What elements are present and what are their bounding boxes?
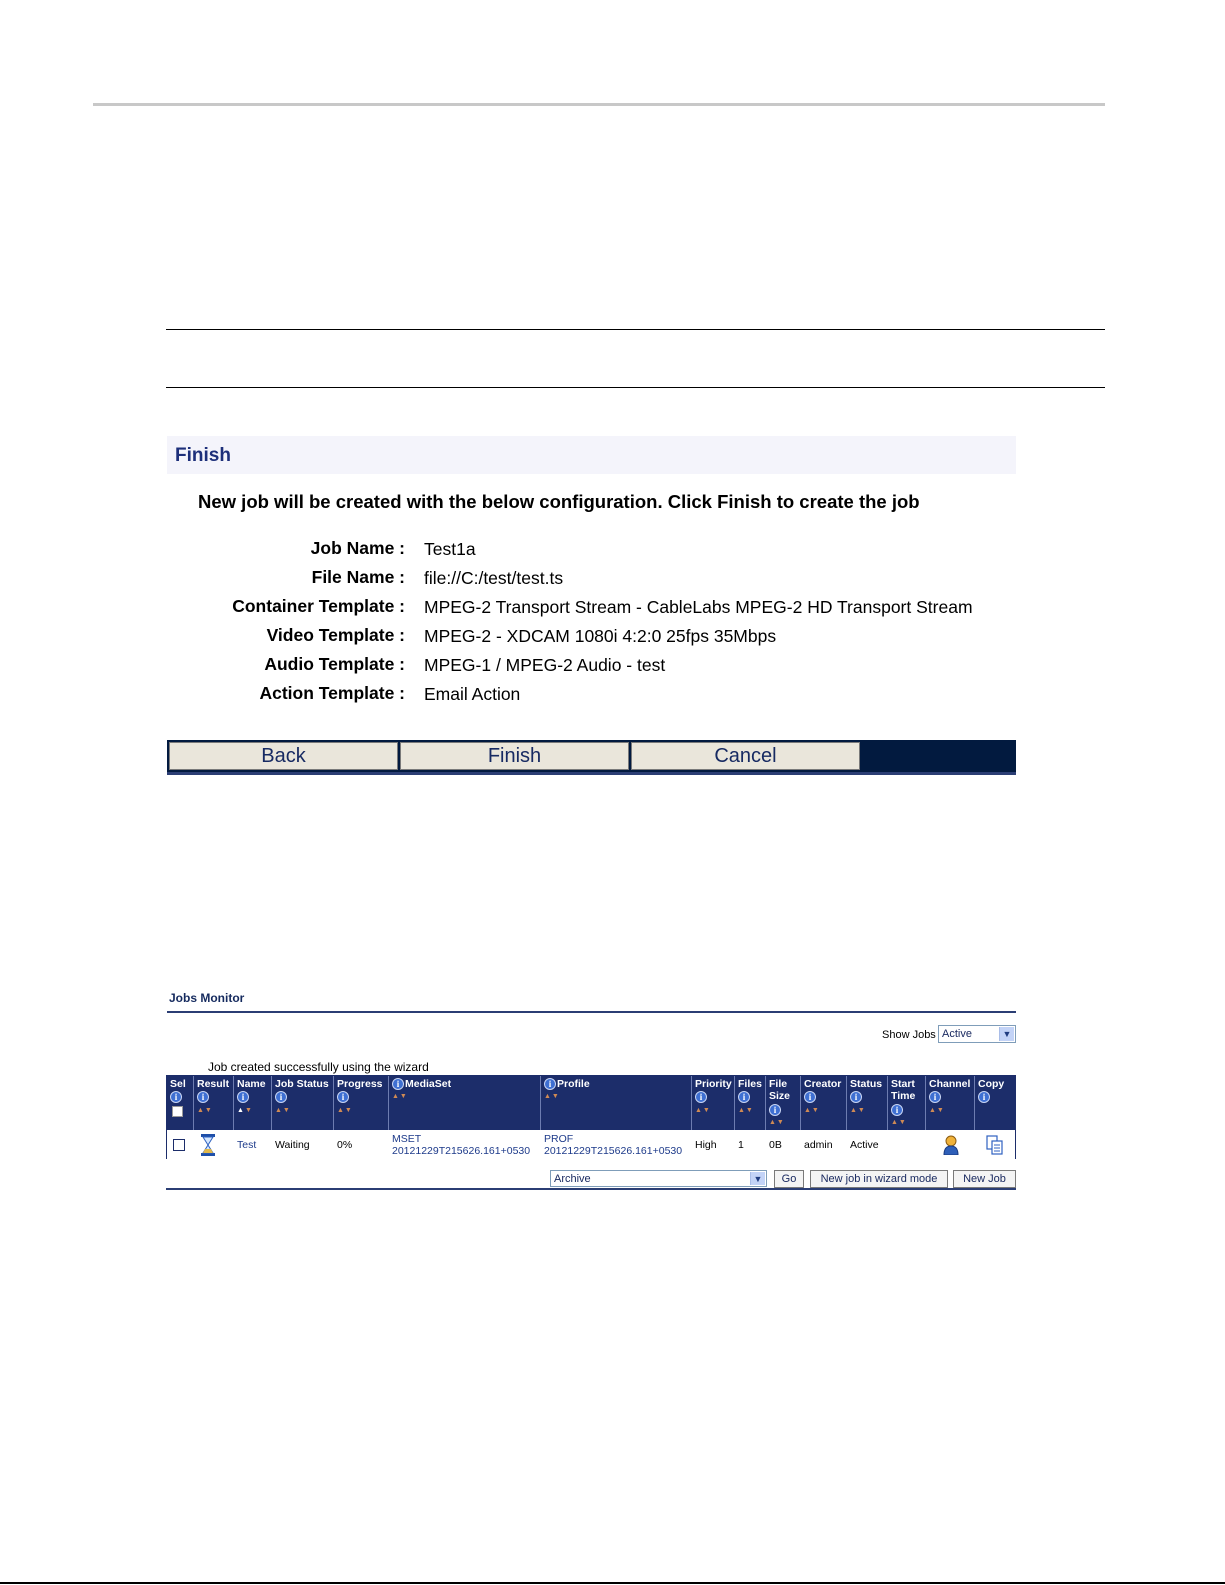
show-jobs-select[interactable] (938, 1025, 1016, 1043)
finish-panel-header (167, 436, 1016, 474)
success-message: Job created successfully using the wizard (208, 1060, 429, 1074)
files-cell: 1 (738, 1138, 744, 1151)
info-icon[interactable]: i (850, 1091, 862, 1103)
action-template-label: Action Template : (259, 683, 405, 703)
sort-arrows-icon[interactable]: ▲▼ (197, 1107, 213, 1114)
col-channel[interactable]: Channel i ▲▼ (926, 1076, 975, 1130)
row-select-cell (167, 1130, 194, 1159)
info-icon[interactable]: i (695, 1091, 707, 1103)
page-top-rule (93, 103, 1105, 106)
channel-cell (926, 1130, 975, 1159)
sort-arrows-icon[interactable]: ▲▼ (929, 1107, 945, 1114)
row-checkbox[interactable] (173, 1139, 185, 1151)
jobs-monitor-bottom-rule (166, 1188, 1016, 1190)
back-button[interactable]: Back (169, 742, 398, 770)
start-time-cell (888, 1130, 926, 1159)
col-file-size[interactable]: File Size i ▲▼ (766, 1076, 801, 1130)
person-icon[interactable] (943, 1135, 959, 1155)
profile-cell[interactable] (541, 1130, 692, 1159)
finish-button[interactable]: Finish (400, 742, 629, 770)
col-result[interactable]: Result i ▲▼ (194, 1076, 234, 1130)
info-icon[interactable]: i (929, 1091, 941, 1103)
info-icon[interactable]: i (978, 1091, 990, 1103)
wizard-button-bar (167, 740, 1016, 774)
action-template-value: Email Action (424, 684, 521, 704)
finish-panel-title: Finish (175, 445, 231, 466)
col-creator[interactable]: Creator i ▲▼ (801, 1076, 847, 1130)
section-rule-1 (166, 329, 1105, 330)
status-cell: Active (850, 1138, 879, 1151)
info-icon[interactable]: i (804, 1091, 816, 1103)
info-icon[interactable]: i (275, 1091, 287, 1103)
sort-arrows-icon[interactable]: ▲▼ (769, 1119, 785, 1126)
job-action-value: Archive (554, 1172, 591, 1185)
sort-arrows-icon[interactable]: ▲▼ (392, 1093, 408, 1100)
progress-cell: 0% (337, 1138, 353, 1151)
info-icon[interactable]: i (769, 1104, 781, 1116)
info-icon[interactable]: i (170, 1091, 182, 1103)
select-all-checkbox[interactable] (172, 1106, 183, 1117)
sort-arrows-icon[interactable]: ▲▼ (804, 1107, 820, 1114)
show-jobs-value: Active (942, 1028, 972, 1040)
section-rule-2 (166, 387, 1105, 388)
info-icon[interactable]: i (544, 1078, 556, 1090)
col-start-time[interactable]: Start Time i ▲▼ (888, 1076, 926, 1130)
result-cell (194, 1130, 234, 1159)
jobs-monitor-title: Jobs Monitor (169, 991, 245, 1005)
sort-arrows-icon[interactable]: ▲▼ (850, 1107, 866, 1114)
chevron-down-icon: ▼ (750, 1172, 765, 1185)
job-name-label: Job Name : (310, 538, 405, 558)
sort-arrows-icon[interactable]: ▲▼ (544, 1093, 560, 1100)
col-priority[interactable]: Priority i ▲▼ (692, 1076, 735, 1130)
col-files[interactable]: Files i ▲▼ (735, 1076, 766, 1130)
chevron-down-icon: ▼ (999, 1027, 1014, 1041)
info-icon[interactable]: i (337, 1091, 349, 1103)
jobs-table-header (167, 1076, 1015, 1130)
info-icon[interactable]: i (237, 1091, 249, 1103)
copy-icon[interactable] (986, 1135, 1004, 1155)
file-name-value: file://C:/test/test.ts (424, 568, 564, 588)
go-button[interactable]: Go (774, 1170, 804, 1188)
audio-template-label: Audio Template : (264, 654, 405, 674)
col-profile[interactable]: i Profile ▲▼ (541, 1076, 692, 1130)
audio-template-value: MPEG-1 / MPEG-2 Audio - test (424, 655, 666, 675)
finish-message: New job will be created with the below configuration. Click Finish to create the job (198, 491, 920, 512)
col-copy: Copy i (978, 1078, 1005, 1102)
container-template-value: MPEG-2 Transport Stream - CableLabs MPEG-2 HD Transport Stream (424, 597, 973, 617)
sort-arrows-icon[interactable]: ▲▼ (337, 1107, 353, 1114)
info-icon[interactable]: i (392, 1078, 404, 1090)
video-template-label: Video Template : (266, 625, 405, 645)
wizard-bar-underline (167, 772, 1016, 775)
job-status-cell: Waiting (275, 1138, 310, 1151)
hourglass-icon (200, 1134, 216, 1156)
file-name-label: File Name : (311, 567, 405, 587)
info-icon[interactable]: i (891, 1104, 903, 1116)
jobs-monitor-rule (167, 1011, 1016, 1013)
priority-cell: High (695, 1138, 717, 1151)
profile-name: PROF (544, 1132, 574, 1145)
mediaset-id: 20121229T215626.161+0530 (392, 1144, 531, 1157)
sort-arrows-icon[interactable]: ▲▼ (738, 1107, 754, 1114)
creator-cell: admin (804, 1138, 833, 1151)
copy-cell (975, 1130, 1015, 1159)
col-status[interactable]: Status i ▲▼ (847, 1076, 888, 1130)
sort-arrows-icon[interactable]: ▲▼ (891, 1119, 907, 1126)
sort-ascending-icon[interactable]: ▲▼ (237, 1107, 253, 1114)
cancel-button[interactable]: Cancel (631, 742, 860, 770)
jobs-table (166, 1075, 1016, 1159)
col-sel: Sel i (167, 1076, 194, 1130)
col-mediaset[interactable]: i MediaSet ▲▼ (389, 1076, 541, 1130)
sort-arrows-icon[interactable]: ▲▼ (275, 1107, 291, 1114)
new-job-button[interactable]: New Job (953, 1170, 1016, 1188)
col-name[interactable]: Name i ▲▼ (234, 1076, 272, 1130)
new-job-wizard-button[interactable]: New job in wizard mode (810, 1170, 948, 1188)
mediaset-name: MSET (392, 1132, 422, 1145)
info-icon[interactable]: i (738, 1091, 750, 1103)
col-job-status[interactable]: Job Status i ▲▼ (272, 1076, 334, 1130)
show-jobs-label: Show Jobs (882, 1029, 936, 1041)
job-name-value: Test1a (424, 539, 476, 559)
file-size-cell: 0B (769, 1138, 782, 1151)
table-row (167, 1130, 1015, 1159)
container-template-label: Container Template : (232, 596, 405, 616)
video-template-value: MPEG-2 - XDCAM 1080i 4:2:0 25fps 35Mbps (424, 626, 777, 646)
page-bottom-rule (0, 1582, 1225, 1584)
job-action-select[interactable] (550, 1170, 767, 1187)
mediaset-cell[interactable] (389, 1130, 541, 1159)
job-name-cell[interactable]: Test (237, 1138, 257, 1151)
profile-id: 20121229T215626.161+0530 (544, 1144, 683, 1157)
sort-arrows-icon[interactable]: ▲▼ (695, 1107, 711, 1114)
col-progress[interactable]: Progress i ▲▼ (334, 1076, 389, 1130)
info-icon[interactable]: i (197, 1091, 209, 1103)
